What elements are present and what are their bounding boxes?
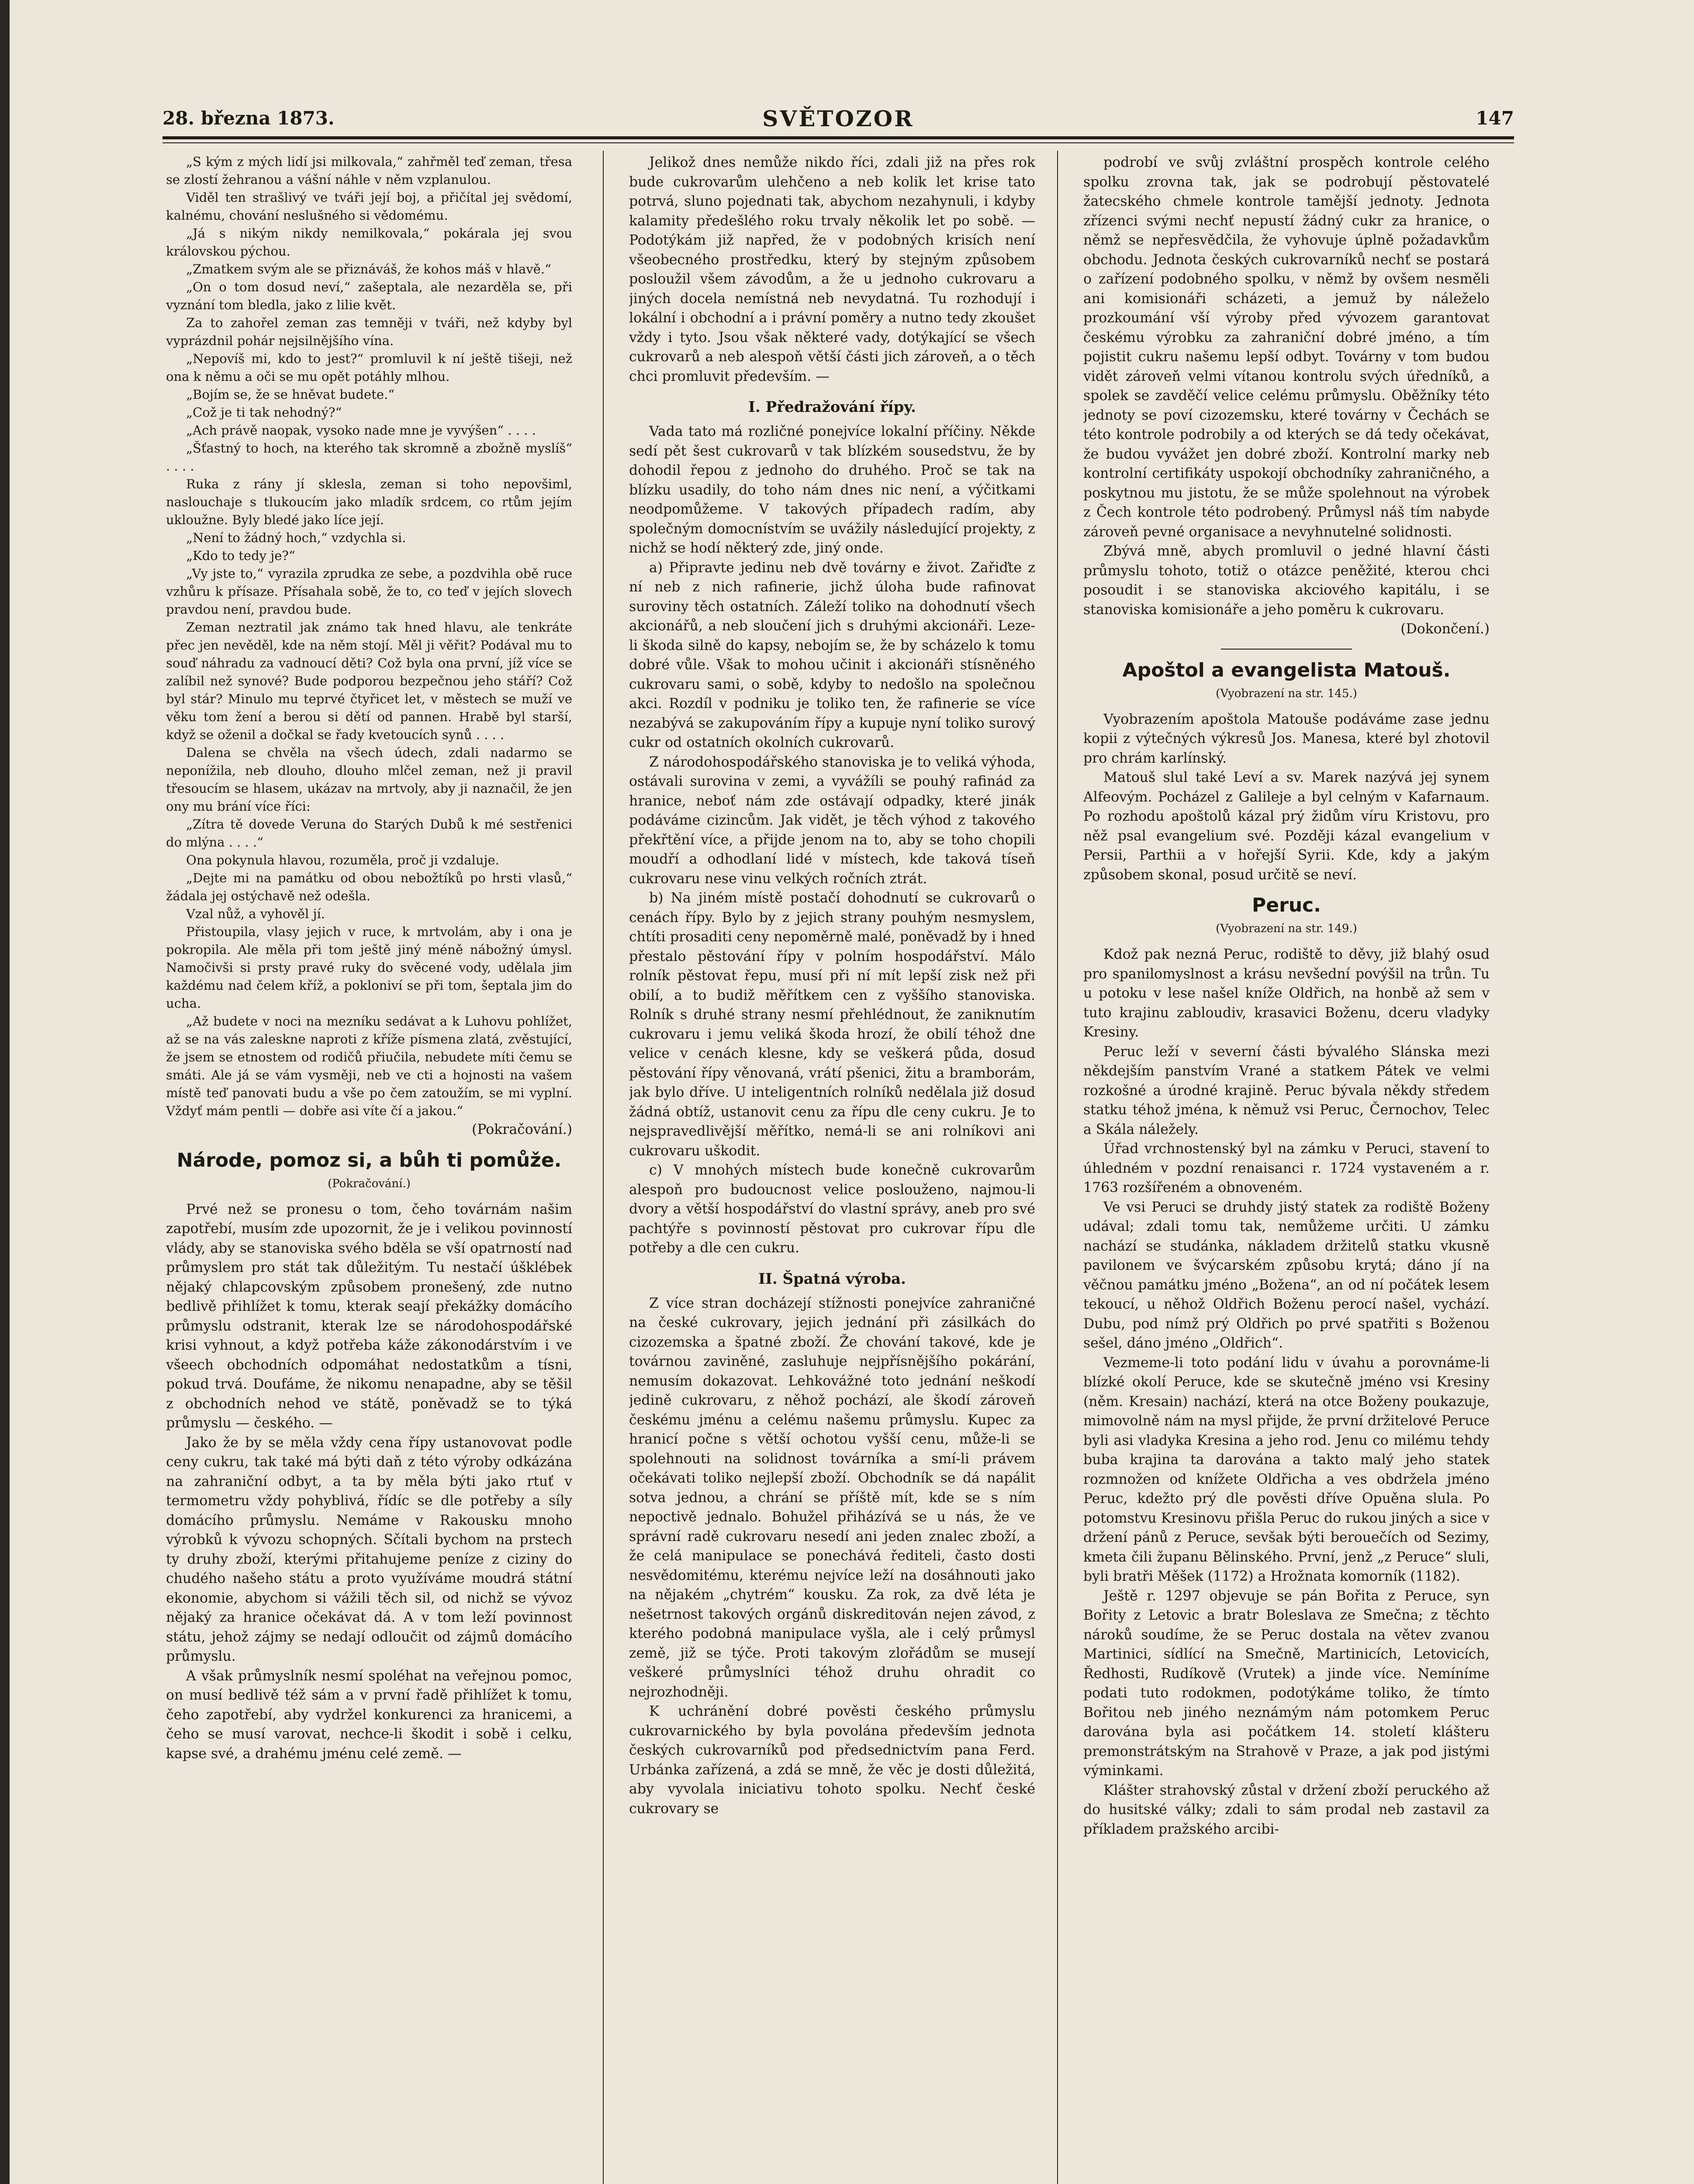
paragraph: „Až budete v noci na mezníku sedávat a k Luhovu pohlížet, až se na vás zaleskne naproti z kříže písmena zlatá, zvěstující, že jsem se etnostem od rodičů přiučila, nebudete míti čemu se smáti. Ale já se vám vysměji, neb ve cti a hojnosti na vašem místě teď panovati budu a vše po čem zatoužím, se mi vyplní. Vždyť mám pentli — dobře asi víte čí a jakou.“ (166, 1014, 572, 1118)
article-text (629, 153, 1035, 386)
article-text (1083, 710, 1490, 885)
article-text (1083, 945, 1490, 1839)
paragraph: Z více stran docházejí stížnosti ponejvíce zahraničné na české cukrovary, jejich jednání při zásilkách do cizozemska a špatné zboží. Že chování takové, kde je továrnou zaviněné, zasluhuje nejpřísnějšího pokárání, nemusím dokazovat. Lehkovážné toto jednání neškodí jedině cukrovaru, z něhož pochází, ale škodí zároveň českému jménu a celému našemu průmyslu. Kupec za hranicí počne s větší ochotou vyšší cenu, může-li se spolehnouti na solidnost továrníka a smí-li právem očekávati toliko nejlepší zboží. Obchodník se dá napálit sotva jednou, a chrání se příště mít, kde se s ním nepoctivě jednalo. Bohužel přiházívá se u nás, že ve správní radě cukrovaru nesedí ani jeden znalec zboží, a že celá manipulace se ponechává řediteli, často dosti nesvědomitému, kterému nejvíce leží na dosáhnouti jako na nějakém „chytrém“ kousku. Za rok, za dvě léta je nešetrnost takových orgánů diskreditován nejen závod, z kterého podobná manipulace vyšla, ale i celý průmysl země, již se týče. Proti takovým zlořádům se musejí veškeré průmyslníci téhož druhu ohradit co nejrozhodněji. (629, 1295, 1035, 1700)
heading-note: (Vyobrazení na str. 149.) (1216, 922, 1357, 935)
paragraph: Zbývá mně, abych promluvil o jedné hlavní části průmyslu tohoto, totiž o otázce peněžité, kterou chci posoudit i se stanoviska akciového kapitálu, i se stanoviska komisionáře a jeho poměru k cukrovaru. (1083, 543, 1490, 618)
paragraph: Za to zahořel zeman zas temněji v tváři, než kdyby byl vyprázdnil pohár nejsilnějšího vína. (166, 315, 572, 348)
paragraph: „Ach právě naopak, vysoko nade mne je vyvýšen“ . . . . (186, 423, 536, 438)
paragraph: Jako že by se měla vždy cena řípy ustanovovat podle ceny cukru, tak také má býti daň z této výroby odkázána na zahraniční odbyt, a ta by měla býti jako rtuť v termometru vždy pohyblivá, řídíc se dle potřeby a síly domácího průmyslu. Nemáme v Rakousku mnoho výrobků k vývozu schopných. Sčítali bychom na prstech ty druhy zboží, kterými přitahujeme peníze z ciziny do chudého našeho státu a proto využíváme moudrá státní ekonomie, abychom si vážili těch sil, od nichž se vývoz nějaký za hranice očekávat dá. A v tom leží povinnost státu, jehož zájmy se nedají odloučit od zájmů domácího průmyslu. (166, 1434, 572, 1664)
section-heading: I. Předražování řípy. (748, 398, 916, 416)
section-heading: II. Špatná výroba. (758, 1270, 906, 1288)
column-2 (629, 153, 1035, 2184)
paragraph: A však průmyslník nesmí spoléhat na veřejnou pomoc, on musí bedlivě též sám a v první řadě přihlížet k tomu, čeho zapotřebí, aby vydržel konkurenci za hranicemi, a čeho se musí varovat, nechce-li škodit i sobě i celku, kapse své, a drahému jménu celé země. — (166, 1668, 572, 1762)
paragraph: Ještě r. 1297 objevuje se pán Bořita z Peruce, syn Bořity z Letovic a bratr Boleslava ze Smečna; z těchto nároků soudíme, že se Peruc dostala na větev zvanou Martinici, sídlící na Smečně, Martinicích, Letovicích, Ředhosti, Rudíkově (Vrutek) a jinde více. Nemíníme podati tuto rodokmen, podotýkáme toliko, že tímto Bořitou neb jiného neznámým nám potomkem Peruc darována byla asi počátkem 14. století klášteru premonstrátským na Strahově v Praze, a jak pod jistými výminkami. (1083, 1588, 1490, 1779)
paragraph: Vzal nůž, a vyhověl jí. (186, 906, 325, 921)
paragraph: „On o tom dosud neví,“ zašeptala, ale nezarděla se, při vyznání tom bledla, jako z lilie květ. (166, 280, 572, 312)
end-note: (Dokončení.) (1400, 621, 1490, 637)
section-text (629, 1294, 1035, 1819)
column-1 (166, 153, 572, 2184)
paragraph: „Dejte mi na památku od obou nebožtíků po hrsti vlasů,“ žádala jej ostýchavě než odešla. (166, 871, 572, 903)
article-heading: Národe, pomoz si, a bůh ti pomůže. (176, 1149, 562, 1171)
article-heading: Apoštol a evangelista Matouš. (1122, 659, 1451, 681)
heading-note: (Vyobrazení na str. 145.) (1216, 687, 1357, 700)
paragraph: Vada tato má rozličné ponejvíce lokalní příčiny. Někde sedí pět šest cukrovarů v tak blízkém sousedstvu, že by dohodil řepou z jednoho do druhého. Proč se tak na blízku usadily, do toho nám dnes nic není, a výčitkami neodpomůžeme. V takových případech radím, aby společným domocnístvím se uvážily následující projekty, z nichž se hodí některý zde, jiný onde. (629, 424, 1035, 556)
paragraph: Peruc leží v severní části bývalého Slánska mezi někdejším panstvím Vrané a statkem Pátek ve velmi rozkošné a úrodné krajině. Peruc bývala někdy středem statku téhož jména, k němuž vsi Peruc, Černochov, Telec a Skála náležely. (1083, 1044, 1490, 1137)
paragraph: Ve vsi Peruci se druhdy jistý statek za rodiště Boženy udával; zdali tomu tak, nemůžeme určiti. U zámku nachází se studánka, nákladem držitelů statku vkusně pavilonem ve švýcarském způsobu krytá; dáno jí na věčnou památku jméno „Božena“, an od ní počátek lesem tekoucí, u něhož Oldřich Boženu perocí našel, vychází. Dubu, pod nímž prý Oldřich po prvé spatřiti s Boženou sešel, dáno jméno „Oldřich“. (1083, 1199, 1490, 1351)
article-text (1083, 153, 1490, 619)
paragraph: Přistoupila, vlasy jejich v ruce, k mrtvolám, aby i ona je pokropila. Ale měla při tom ještě jiný méně nábožný úmysl. Namočivši si prsty pravé ruky do svěcené vody, udělala jim každému nad čelem kříž, a pokloniví se při tom, šeptala jim do ucha. (166, 924, 572, 1011)
paragraph: „Kdo to tedy je?“ (186, 548, 295, 563)
header-rule-thin (162, 142, 1514, 143)
paragraph: „Nepovíš mi, kdo to jest?“ promluvil k ní ještě tišeji, než ona k němu a oči se mu opět potáhly mlhou. (166, 351, 572, 384)
paragraph: a) Připravte jedinu neb dvě továrny e život. Zařiďte z ní neb z nich rafinerie, jichž úloha bude rafinovat suroviny těch ostatních. Záleží toliko na dohodnutí všech akcionářů, a neb sloučení jich s druhými akcionáři. Leze-li škoda silně do kapsy, nebojím se, že by scházelo k tomu dobré vůle. Však to mohou učinit i akcionáři stísněného cukrovaru sami, o sobě, kdyby to nedošlo na společnou akci. Rozdíl v podniku je toliko ten, že rafinerie se více nezabývá se zakupováním řípy a kupuje nyní toliko surový cukr od ostatních okolních cukrovarů. (629, 560, 1035, 750)
paragraph: Dalena se chvěla na všech údech, zdali nadarmo se neponížila, neb dlouho, dlouho mlčel zeman, než ji pravil třesoucím se hlasem, ukázav na mrtvoly, aby ji naznačil, že jen ony mu brání více říci: (166, 745, 572, 814)
paragraph: „Zítra tě dovede Veruna do Starých Dubů k mé sestřenici do mlýna . . . .“ (166, 817, 572, 850)
paragraph: „Zmatkem svým ale se přiznáváš, že kohos máš v hlavě.“ (186, 262, 551, 276)
page-header (162, 107, 1514, 134)
paragraph: b) Na jiném místě postačí dohodnutí se cukrovarů o cenách řípy. Bylo by z jejich strany pouhým nesmyslem, chtíti prosaditi ceny nepoměrně malé, poněvadž by i hned přestalo pěstování řípy v polním hospodářství. Málo rolník pěstovat řepu, musí při ní mít lepší zisk než při obilí, a to budiž měřítkem cen z vyššího stanoviska. Rolník s druhé strany nesmí přehlédnout, že zaniknutím cukrovaru i jemu veliká škoda hrozí, že obilí téhož dne velice v cenách klesne, kdy se veškerá půda, dosud pěstování řípy věnovaná, vrátí pšenici, žitu a bramborám, jak bylo dříve. U inteligentních rolníků nedělala již dosud žádná obtíž, ustanovit cenu za řípu dle ceny cukru. Je to nejspravedlivější měřítko, nemá-li se ani rolníkovi ani cukrovaru uškodit. (629, 890, 1035, 1159)
paragraph: podrobí ve svůj zvláštní prospěch kontrole celého spolku zrovna tak, jak se podrobují pěstovatelé žatecského chmele kontrole tamější jednoty. Jednota zřízenci svými nechť nepustí žádný cukr za hranice, o němž se nepřesvědčila, že vyhovuje úplně požadavkům obchodu. Jednota českých cukrovarníků nechť se postará o zařízení podobného spolku, v němž by ovšem nesměli ani komisionáři scházeti, a jemuž by náleželo prozkoumání vší výroby před vývozem garantovat českému výrobku za zahraniční dobré jméno, a tím pojistit cukru našemu lepší odbyt. Továrny v tom budou vidět zároveň velmi vítanou kontrolu svých úředníků, a spolek se zavděčí velice celému průmyslu. Oběžníky této jednoty se poví cizozemsku, které továrny v Čechách se této kontrole podrobily a od kterých se dá tedy očekávat, že budou vyvážet jen dobré zboží. Kontrolní marky neb kontrolní certifikáty uspokojí obchodníky zahraničného, a poskytnou mu jistotu, že se může spolehnout na výrobek z Čech kontrole této podrobený. Průmysl náš tím nabyde zároveň pevné organisace a nevyhnutelné solidnosti. (1083, 155, 1490, 540)
paragraph: „Šťastný to hoch, na kterého tak skromně a zbožně myslíš“ . . . . (166, 441, 572, 473)
scan-edge (0, 0, 10, 2184)
column-divider (603, 151, 604, 2184)
paragraph: Z národohospodářského stanoviska je to veliká výhoda, ostávali surovina v zemi, a vyvážíli se pouhý rafinád za hranice, neboť nám zde ostávají odpadky, které jinák podáváme cizincům. Jak vidět, je těch výhod z takového překřtění více, a přijde jenom na to, aby se toho chopili moudří a odhodlaní lidé v místech, kde taková tíseň cukrovaru nese vinu velkých ročních ztrát. (629, 754, 1035, 887)
article-heading: Peruc. (1252, 894, 1321, 916)
article-text (166, 1200, 572, 1764)
paragraph: c) V mnohých místech bude konečně cukrovarům alespoň pro budoucnost velice poslouženo, najmou-li dvory a větší hospodářství do vlastní správy, aneb pro své pachtýře s povinností pěstovat pro cukrovar řípu dle potřeby a dle cen cukru. (629, 1162, 1035, 1256)
paragraph: Matouš slul také Leví a sv. Marek nazývá jej synem Alfeovým. Pocházel z Galileje a byl celným v Kafarnaum. Po rozhodu apoštolů kázal prý židům víru Kristovu, pro něž psal evangelium své. Později kázal evangelium v Persii, Parthii a v hořejší Syrii. Kde, kdy a jakým způsobem skonal, posud určitě se neví. (1083, 770, 1490, 883)
paragraph: Prvé než se pronesu o tom, čeho továrnám našim zapotřebí, musím zde upozornit, že je i velikou povinností vlády, aby se stanoviska svého bděla se vší opatrností nad průmyslem pro stát tak důležitým. Tu nestačí úšklébek nějaký chlapcovským způsobem pronešený, zde nutno bedlivě přihlížet k tomu, kterak seají překážky domácího průmyslu odstranit, kterak lze se národohospodářské krisi vyhnout, a když potřeba káže zákonodárstvím i ve všeech obchodních odpomáhat nedostatkům a tísni, pokud trvá. Doufáme, že nikomu nenapadne, aby se těšil z obchodních nehod ve státě, poněvadž se to týká průmyslu — českého. — (166, 1201, 572, 1431)
page-number: 147 (1476, 107, 1514, 129)
paragraph: „S kým z mých lidí jsi milkovala,“ zahřměl teď zeman, třesa se zlostí žehranou a vášní náhle v něm vzplanulou. (166, 154, 572, 187)
paragraph: Ruka z rány jí sklesla, zeman si toho nepovšiml, naslouchaje s tlukoucím jako mladík srdcem, co rtům jejím ukloužne. Byly bledé jako líce její. (166, 477, 572, 527)
paragraph: Jelikož dnes nemůže nikdo říci, zdali již na přes rok bude cukrovarům ulehčeno a neb kolik let krise tato potrvá, sluno pojednati tak, abychom nezahynuli, i kdyby kalamity předešlého roku trvaly několik let po sobě. — Podotýkám již napřed, že v podobných krisích není všeobecného prostředku, který by stejným způsobem posloužil všem závodům, a že u jednoho cukrovaru a jiných docela nemístná neb nevydatná. Tu rozhodují i lokální i obchodní a i právní poměry a nutno tedy zkoušet vždy i tyto. Jsou však některé vady, dotýkající se všech cukrovarů a neb alespoň větší části jich zároveň, a o těch chci promluvit především. — (629, 155, 1035, 384)
divider (1221, 649, 1352, 650)
continuation-note: (Pokračování.) (472, 1122, 572, 1137)
paragraph: „Já s nikým nikdy nemilkovala,“ pokárala jej svou královskou pýchou. (166, 226, 572, 259)
paragraph: Ona pokynula hlavou, rozuměla, proč ji vzdaluje. (186, 853, 499, 867)
paragraph: „Bojím se, že se hněvat budete.“ (186, 387, 395, 402)
paragraph: „Vy jste to,“ vyrazila zprudka ze sebe, a pozdvihla obě ruce vzhůru k přísaze. Přísahala sobě, že to, co teď v jejích slovech pravdou není, pravdou bude. (166, 566, 572, 617)
paragraph: Viděl ten strašlivý ve tváři její boj, a přičítal jej svědomí, kalnému, chování neslušného si vědomému. (166, 190, 572, 223)
paragraph: Úřad vrchnostenský byl na zámku v Peruci, stavení to úhledném v pozdní renaisanci r. 1724 vystaveném a r. 1763 rozšířeném a obnoveném. (1083, 1141, 1490, 1196)
heading-note: (Pokračování.) (328, 1177, 411, 1190)
header-rule (162, 136, 1514, 139)
journal-title: SVĚTOZOR (762, 106, 914, 131)
paragraph: Kdož pak nezná Peruc, rodiště to děvy, již blahý osud pro spanilomyslnost a krásu nevšední povýšil na trůn. Tu u potoku v lese našel kníže Oldřich, na honbě až sem v tuto krajinu zabloudiv, krasavici Boženu, dceru vladyky Kresiny. (1083, 947, 1490, 1040)
paragraph: Klášter strahovský zůstal v držení zboží peruckého až do husitské války; zdali to sám prodal neb zastavil za příkladem pražského arcibi- (1083, 1782, 1490, 1837)
paragraph: „Což je ti tak nehodný?“ (186, 405, 342, 420)
story-text (166, 153, 572, 1120)
paragraph: K uchránění dobré pověsti českého průmyslu cukrovarnického by byla povolána především jednota českých cukrovarníků pod předsednictvím pana Ferd. Urbánka zařízená, a zdá se mně, že věc je dosti důležitá, aby vyvolala iniciativu tohoto spolku. Nechť české cukrovary se (629, 1704, 1035, 1817)
header-date: 28. března 1873. (162, 107, 335, 129)
column-3 (1083, 153, 1490, 2184)
paragraph: Vyobrazením apoštola Matouše podáváme zase jednu kopii z výtečných výkresů Jos. Manesa, které byl zhotovil pro chrám karlínský. (1083, 711, 1490, 766)
paragraph: Zeman neztratil jak známo tak hned hlavu, ale tenkráte přec jen nevěděl, kde na něm stojí. Měl ji věřit? Podával mu to souď náhradu za vadnoucí děti? Což byla ona první, jíž více se zalíbil než synové? Bude podporou bezpečnou jeho stáří? Což byl stár? Minulo mu teprvé čtyřicet let, v městech se muží ve věku tom žení a berou si dětí od pannen. Hrabě byl starší, když se oženil a dočkal se řady kvetoucích synů . . . . (166, 620, 572, 742)
paragraph: Vezmeme-li toto podání lidu v úvahu a porovnáme-li blízké okolí Peruce, kde se skutečně jméno vsi Kresiny (něm. Kresain) nachází, která na otce Boženy poukazuje, mimovolně nám na mysl přijde, že první držitelové Peruce byli asi vladyka Kresina a jeho rod. Jenu co milému tehdy buba krajina ta darována a takto malý jeho statek rozmnožen od knížete Oldřicha a ves obdržela jméno Peruc, kdežto prý dle pověsti dříve Opuěna slula. Po potomstvu Kresinovu přišla Peruc do rukou jiných a sice v držení pánů z Peruce, sevšak býti berouečích od Sezimy, kmeta čili županu Bělinského. První, jenž „z Peruce“ sluli, byli bratři Měšek (1172) a Hrožnata komorník (1182). (1083, 1355, 1490, 1584)
column-divider (1057, 151, 1058, 2184)
section-text (629, 422, 1035, 1258)
paragraph: „Není to žádný hoch,“ vzdychla si. (186, 530, 406, 545)
